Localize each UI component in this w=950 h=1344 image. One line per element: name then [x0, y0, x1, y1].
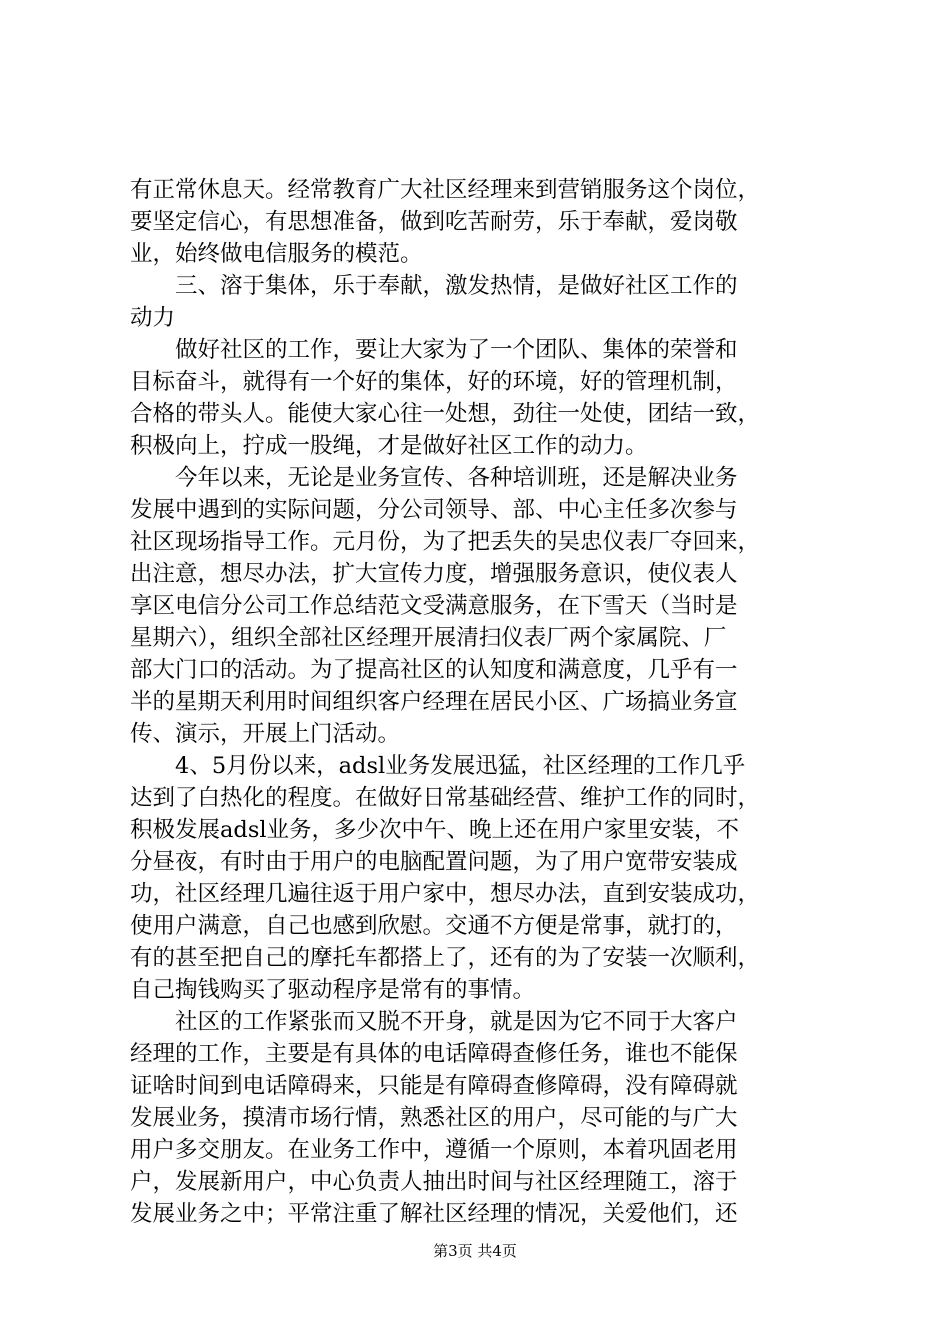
text-line: 半的星期天利用时间组织客户经理在居民小区、广场搞业务宣: [130, 689, 738, 715]
document-body: [130, 174, 835, 1230]
text-line: 用户多交朋友。在业务工作中，遵循一个原则，本着巩固老用: [130, 1137, 738, 1163]
text-line: 发展中遇到的实际问题，分公司领导、部、中心主任多次参与: [130, 497, 738, 523]
text-line: 证啥时间到电话障碍来，只能是有障碍查修障碍，没有障碍就: [130, 1073, 738, 1099]
text-line: 经理的工作，主要是有具体的电话障碍查修任务，谁也不能保: [130, 1041, 738, 1067]
text-line: 积极发展adsl业务，多少次中午、晚上还在用户家里安装，不: [130, 817, 740, 843]
page-footer: [0, 1241, 950, 1261]
text-line: 传、演示，开展上门活动。: [130, 721, 401, 747]
section-heading-line: 三、溶于集体，乐于奉献，激发热情，是做好社区工作的: [130, 273, 738, 299]
text-line: 自己掏钱购买了驱动程序是常有的事情。: [130, 977, 536, 1003]
text-line: 分昼夜，有时由于用户的电脑配置问题，为了用户宽带安装成: [130, 849, 738, 875]
text-line: 达到了白热化的程度。在做好日常基础经营、维护工作的同时，: [130, 785, 761, 811]
text-line: 业，始终做电信服务的模范。: [130, 241, 423, 267]
page-number-label: 第3页 共4页: [433, 1242, 517, 1260]
text-line: 做好社区的工作，要让大家为了一个团队、集体的荣誉和: [130, 337, 738, 363]
text-line: 户，发展新用户，中心负责人抽出时间与社区经理随工，溶于: [130, 1169, 738, 1195]
text-line: 部大门口的活动。为了提高社区的认知度和满意度，几乎有一: [130, 657, 738, 683]
text-line: 合格的带头人。能使大家心往一处想，劲往一处使，团结一致，: [130, 401, 761, 427]
text-line: 社区的工作紧张而又脱不开身，就是因为它不同于大客户: [130, 1009, 738, 1035]
text-line: 出注意，想尽办法，扩大宣传力度，增强服务意识，使仪表人: [130, 561, 738, 587]
text-line: 使用户满意，自己也感到欣慰。交通不方便是常事，就打的，: [130, 913, 738, 939]
text-line: 要坚定信心，有思想准备，做到吃苦耐劳，乐于奉献，爱岗敬: [130, 209, 738, 235]
text-line: 发展业务之中；平常注重了解社区经理的情况，关爱他们，还: [130, 1201, 738, 1227]
text-line: 星期六），组织全部社区经理开展清扫仪表厂两个家属院、厂: [130, 625, 727, 651]
text-line: 4、5月份以来，adsl业务发展迅猛，社区经理的工作几乎: [130, 753, 746, 779]
text-line: 今年以来，无论是业务宣传、各种培训班，还是解决业务: [130, 465, 738, 491]
text-line: 有的甚至把自己的摩托车都搭上了，还有的为了安装一次顺利，: [130, 945, 761, 971]
text-line: 目标奋斗，就得有一个好的集体，好的环境，好的管理机制，: [130, 369, 738, 395]
text-line: 功，社区经理几遍往返于用户家中，想尽办法，直到安装成功，: [130, 881, 761, 907]
text-line: 有正常休息天。经常教育广大社区经理来到营销服务这个岗位，: [130, 177, 761, 203]
text-line: 发展业务，摸清市场行情，熟悉社区的用户，尽可能的与广大: [130, 1105, 738, 1131]
text-line: 积极向上，拧成一股绳，才是做好社区工作的动力。: [130, 433, 648, 459]
text-line: 享区电信分公司工作总结范文受满意服务，在下雪天（当时是: [130, 593, 738, 619]
text-line: 社区现场指导工作。元月份，为了把丢失的吴忠仪表厂夺回来，: [130, 529, 761, 555]
section-heading-line: 动力: [130, 305, 176, 331]
